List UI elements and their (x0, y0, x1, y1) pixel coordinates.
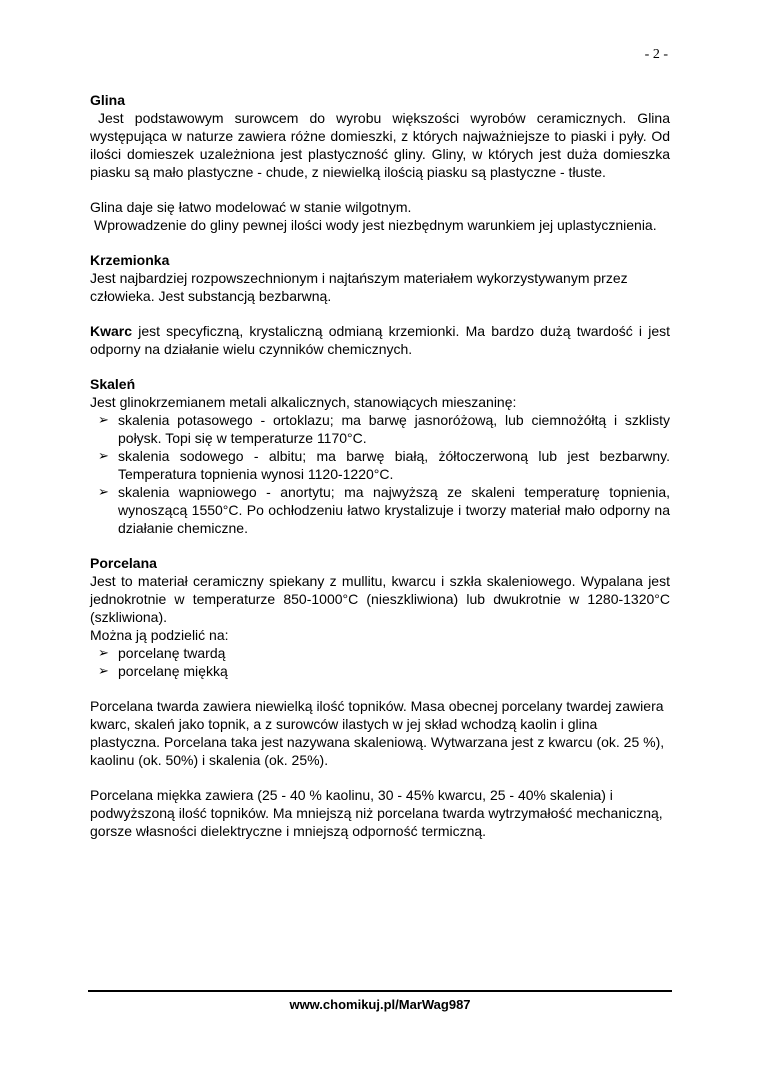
section-glina (90, 91, 670, 234)
section-porcelana (90, 554, 670, 840)
footer-divider (88, 990, 672, 992)
document-body (90, 91, 670, 840)
section-krzemionka (90, 251, 670, 305)
paragraph: Wprowadzenie do gliny pewnej ilości wody jest niezbędnym warunkiem jej uplastycznienia. (94, 217, 657, 233)
heading-glina: Glina (90, 92, 126, 108)
section-skalen (90, 375, 670, 537)
footer-link[interactable]: www.chomikuj.pl/MarWag987 (289, 997, 471, 1012)
list-item: ➢ porcelanę miękką (98, 663, 228, 679)
list-item: ➢ skalenia potasowego - ortoklazu; ma barwę jasnoróżową, lub ciemnożółtą i szklisty połysk. Topi się w temperaturze 1170°C. (98, 412, 670, 446)
section-kwarc (90, 322, 670, 358)
paragraph: Porcelana twarda zawiera niewielką ilość topników. Masa obecnej porcelany twardej zawiera kwarc, skaleń jako topnik, a z surowców ilastych w jej skład wchodzą kaolin i glina plastyczna. Porcelana taka jest nazywana skaleniową. Wytwarzana jest z kwarcu (ok. 25 %), kaolinu (ok. 50%) i skalenia (ok. 25%). (90, 698, 665, 768)
arrow-bullet-icon: ➢ (98, 663, 109, 678)
term-kwarc: Kwarc (90, 323, 133, 339)
arrow-bullet-icon: ➢ (98, 645, 109, 660)
arrow-bullet-icon: ➢ (98, 484, 109, 499)
paragraph-text: jest specyficzną, krystaliczną odmianą krzemionki. Ma bardzo dużą twardość i jest odporny na działanie wielu czynników chemicznych. (90, 323, 670, 357)
heading-krzemionka: Krzemionka (90, 252, 170, 268)
arrow-bullet-icon: ➢ (98, 412, 109, 427)
arrow-bullet-icon: ➢ (98, 448, 109, 463)
bullet-list (90, 644, 670, 680)
paragraph: Porcelana miękka zawiera (25 - 40 % kaolinu, 30 - 45% kwarcu, 25 - 40% skalenia) i podwyższoną ilość topników. Ma mniejszą niż porcelana twarda wytrzymałość mechaniczną, gorsze własności dielektryczne i mniejszą odporność termiczną. (90, 787, 663, 839)
paragraph: Można ją podzielić na: (90, 627, 229, 643)
paragraph (90, 322, 670, 358)
bullet-list (90, 411, 670, 537)
paragraph: Glina daje się łatwo modelować w stanie wilgotnym. (90, 199, 412, 215)
heading-skalen: Skaleń (90, 376, 136, 392)
paragraph: Jest glinokrzemianem metali alkalicznych, stanowiących mieszaninę: (90, 394, 517, 410)
list-item: ➢ skalenia sodowego - albitu; ma barwę białą, żółtoczerwoną lub jest bezbarwny. Temperatura topnienia wynosi 1120-1220°C. (98, 448, 670, 482)
heading-porcelana: Porcelana (90, 555, 157, 571)
list-item: ➢ skalenia wapniowego - anortytu; ma najwyższą ze skaleni temperaturę topnienia, wynoszącą 1550°C. Po ochłodzeniu łatwo krystalizuje i tworzy materiał mało odporny na działanie chemiczne. (98, 484, 670, 536)
paragraph: Jest to materiał ceramiczny spiekany z mullitu, kwarcu i szkła skaleniowego. Wypalana jest jednokrotnie w temperaturze 850-1000°C (nieszkliwiona) lub dwukrotnie w 1280-1320°C (szkliwiona). (90, 573, 670, 625)
paragraph: Jest podstawowym surowcem do wyrobu większości wyrobów ceramicznych. Glina występująca w naturze zawiera różne domieszki, z których najważniejsze to piaski i pyły. Od ilości domieszek uzależniona jest plastyczność gliny. Gliny, w których jest duża domieszka piasku są mało plastyczne - chude, z niewielką ilością piasku są plastyczne - tłuste. (90, 110, 670, 180)
page-number: - 2 - (644, 47, 668, 62)
list-item: ➢ porcelanę twardą (98, 645, 226, 661)
paragraph: Jest najbardziej rozpowszechnionym i najtańszym materiałem wykorzystywanym przez człowieka. Jest substancją bezbarwną. (90, 270, 628, 304)
